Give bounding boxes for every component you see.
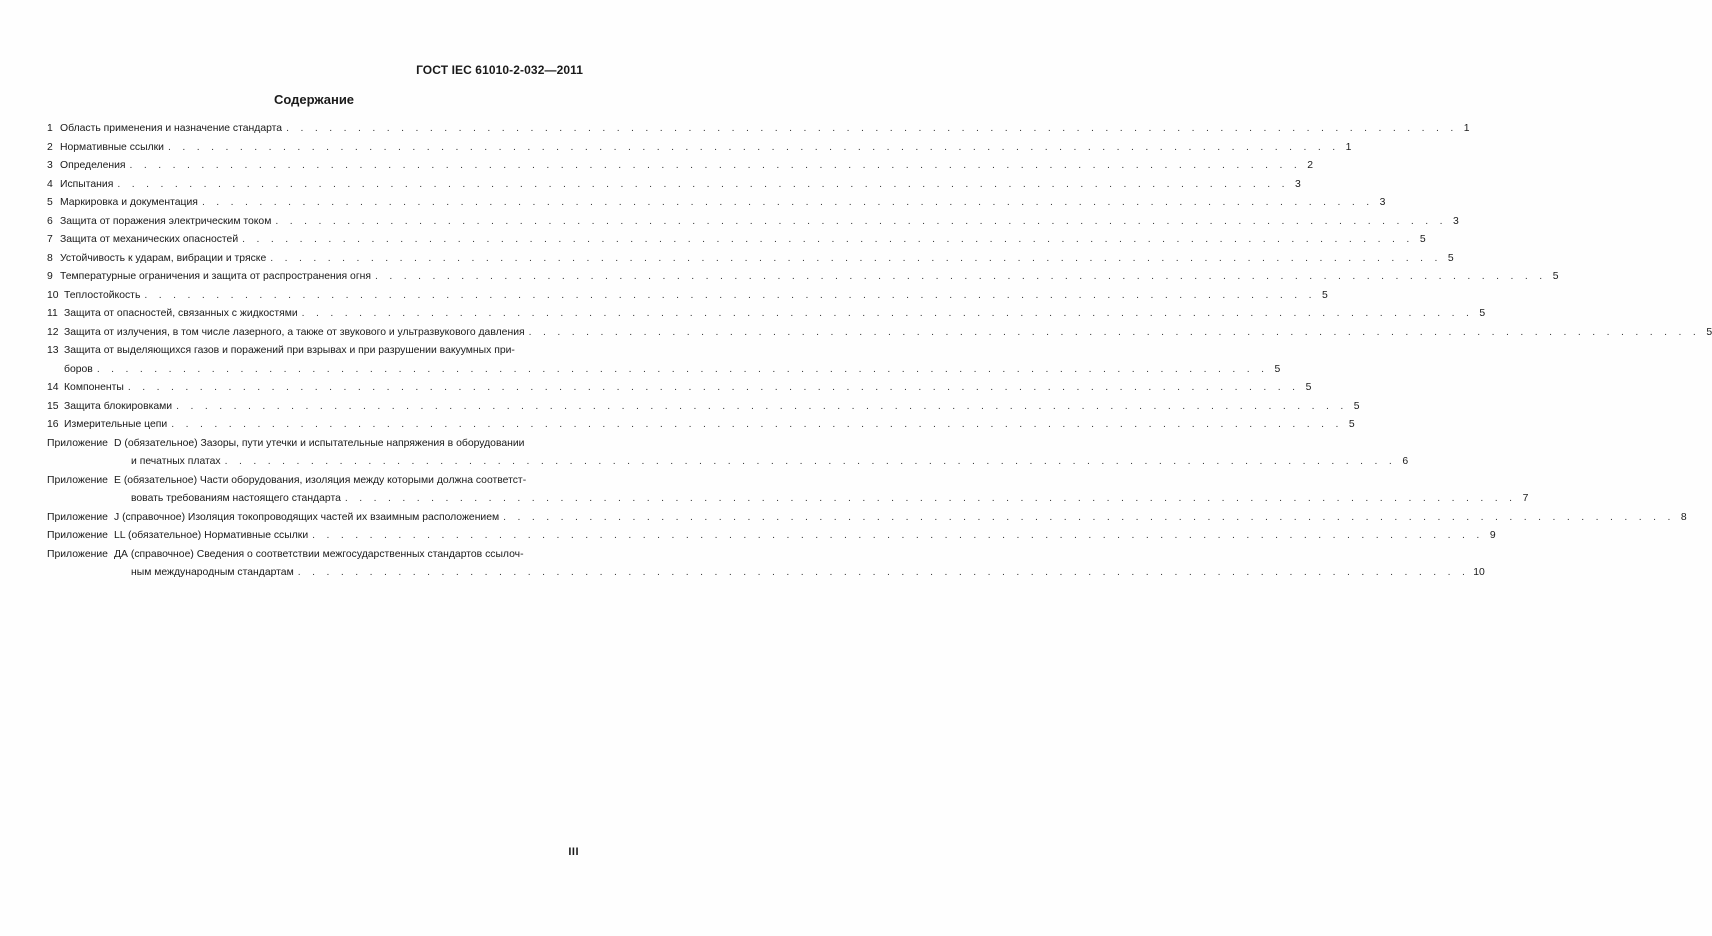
toc-appendix-entry[interactable]: [47, 546, 583, 565]
toc-entry-label: Устойчивость к ударам, вибрации и тряске: [60, 252, 267, 264]
toc-leader-dots: . . . . . . . . . . . . . . . . . . . . . . . . . . . . . . . . . . . . . . . . . . . . . . . . . . . . . . . . . . . . . . . . . . . . . . . . . . . . . . . . . .: [312, 530, 1484, 541]
toc-leader-dots: . . . . . . . . . . . . . . . . . . . . . . . . . . . . . . . . . . . . . . . . . . . . . . . . . . . . . . . . . . . . . . . . . . . . . . . . . . . . . . . . . .: [528, 326, 1701, 338]
appendix-title: ным международным стандартам: [131, 567, 294, 578]
toc-appendix-entry[interactable]: [47, 509, 1687, 528]
toc-entry[interactable]: [47, 139, 1352, 158]
toc-entry-page: 2: [1307, 160, 1314, 171]
toc-leader-dots: . . . . . . . . . . . . . . . . . . . . . . . . . . . . . . . . . . . . . . . . . . . . . . . . . . . . . . . . . . . . . . . . . . . . . . . . . . . . . . . . . .: [129, 160, 1302, 171]
appendix-prefix: Приложение: [47, 474, 108, 486]
toc-entry-number: 12: [47, 326, 59, 338]
toc-leader-dots: . . . . . . . . . . . . . . . . . . . . . . . . . . . . . . . . . . . . . . . . . . . . . . . . . . . . . . . . . . . . . . . . . . . . . . . . . . . . . . . . . .: [270, 252, 1442, 264]
toc-entry-number: 3: [47, 160, 53, 171]
toc-leader-dots: . . . . . . . . . . . . . . . . . . . . . . . . . . . . . . . . . . . . . . . . . . . . . . . . . . . . . . . . . . . . . . . . . . . . . . . . . . . . . . . . . .: [297, 567, 1470, 578]
toc-entry-page: 7: [1522, 493, 1529, 504]
toc-entry-number: 5: [47, 197, 53, 208]
toc-entry-label: Защита от излучения, в том числе лазерного, а также от звукового и ультразвукового давления: [64, 326, 525, 338]
toc-leader-dots: . . . . . . . . . . . . . . . . . . . . . . . . . . . . . . . . . . . . . . . . . . . . . . . . . . . . . . . . . . . . . . . . . . . . . . . . . . . . . . . . . .: [224, 456, 1397, 467]
toc-entry-page: 9: [1489, 530, 1496, 541]
toc-leader-dots: . . . . . . . . . . . . . . . . . . . . . . . . . . . . . . . . . . . . . . . . . . . . . . . . . . . . . . . . . . . . . . . . . . . . . . . . . . . . . . . . . .: [176, 400, 1348, 412]
toc-entry-page: 5: [1322, 289, 1328, 301]
appendix-title: D (обязательное) Зазоры, пути утечки и испытательные напряжения в оборудовании: [114, 437, 525, 449]
toc-leader-dots: . . . . . . . . . . . . . . . . . . . . . . . . . . . . . . . . . . . . . . . . . . . . . . . . . . . . . . . . . . . . . . . . . . . . . . . . . . . . . . . . . .: [127, 382, 1300, 393]
toc-entry-page: 5: [1706, 326, 1712, 338]
toc-entry-label: Нормативные ссылки: [60, 141, 164, 153]
appendix-title: LL (обязательное) Нормативные ссылки: [114, 530, 309, 541]
appendix-title: и печатных платах: [131, 456, 221, 467]
toc-entry-page: 5: [1305, 382, 1312, 393]
toc-entry[interactable]: [47, 379, 1312, 398]
appendix-prefix: Приложение: [47, 511, 108, 523]
toc-entry-label: Защита от опасностей, связанных с жидкостями: [64, 308, 298, 319]
toc-appendix-entry[interactable]: [47, 472, 583, 491]
toc-entry[interactable]: [47, 194, 1386, 213]
toc-leader-dots: . . . . . . . . . . . . . . . . . . . . . . . . . . . . . . . . . . . . . . . . . . . . . . . . . . . . . . . . . . . . . . . . . . . . . . . . . . . . . . . . . .: [275, 215, 1447, 227]
toc-entry-page: 1: [1345, 141, 1352, 153]
appendix-title: ДА (справочное) Сведения о соответствии межгосударственных стандартов ссылоч-: [114, 548, 524, 560]
toc-entry-number: 13: [47, 345, 59, 356]
document-code: ГОСТ IEC 61010-2-032—2011: [416, 63, 583, 77]
toc-entry-label: Область применения и назначение стандарта: [60, 123, 283, 134]
toc-leader-dots: . . . . . . . . . . . . . . . . . . . . . . . . . . . . . . . . . . . . . . . . . . . . . . . . . . . . . . . . . . . . . . . . . . . . . . . . . . . . . . . . . .: [301, 308, 1474, 319]
toc-entry[interactable]: [47, 268, 1559, 287]
toc-leader-dots: . . . . . . . . . . . . . . . . . . . . . . . . . . . . . . . . . . . . . . . . . . . . . . . . . . . . . . . . . . . . . . . . . . . . . . . . . . . . . . . . . .: [201, 197, 1374, 208]
toc-entry[interactable]: [47, 398, 1360, 417]
toc-entry-number: 10: [47, 289, 59, 301]
toc-entry-number: 8: [47, 252, 53, 264]
toc-appendix-continuation[interactable]: [47, 453, 1409, 472]
toc-entry-number: 16: [47, 419, 59, 430]
toc-entry-page: 5: [1419, 234, 1426, 245]
toc-entry[interactable]: [47, 416, 1355, 435]
toc-entry-label: Защита от поражения электрическим током: [60, 215, 272, 227]
toc-entry-number: 7: [47, 234, 53, 245]
page-folio: III: [568, 846, 579, 858]
toc-entry-label: Компоненты: [64, 382, 124, 393]
toc-entry-label: Защита от выделяющихся газов и поражений при взрывах и при разрушении вакуумных при-: [64, 345, 515, 356]
toc-leader-dots: . . . . . . . . . . . . . . . . . . . . . . . . . . . . . . . . . . . . . . . . . . . . . . . . . . . . . . . . . . . . . . . . . . . . . . . . . . . . . . . . . .: [144, 289, 1316, 301]
toc-entry[interactable]: [47, 120, 1470, 139]
toc-title: Содержание: [273, 92, 355, 107]
toc-entry-number: 14: [47, 382, 59, 393]
toc-leader-dots: . . . . . . . . . . . . . . . . . . . . . . . . . . . . . . . . . . . . . . . . . . . . . . . . . . . . . . . . . . . . . . . . . . . . . . . . . . . . . . . . . .: [375, 271, 1547, 282]
toc-entry-label: Измерительные цепи: [64, 419, 168, 430]
toc-entry-number: 1: [47, 123, 53, 134]
toc-entry[interactable]: [47, 213, 1459, 232]
toc-entry-label: Определения: [60, 160, 126, 171]
toc-entry-page: 5: [1552, 271, 1559, 282]
toc-entry[interactable]: [47, 157, 1314, 176]
appendix-title: E (обязательное) Части оборудования, изоляция между которыми должна соответст-: [114, 474, 527, 486]
toc-entry-page: 3: [1295, 178, 1301, 190]
toc-entry-label: Испытания: [60, 178, 114, 190]
toc-entry-page: 5: [1353, 400, 1360, 412]
toc-entry[interactable]: [47, 250, 1454, 269]
toc-entry[interactable]: [47, 305, 1486, 324]
toc-entry-continuation[interactable]: [47, 361, 1281, 380]
toc-entry-page: 8: [1680, 511, 1687, 523]
toc-entry-page: 5: [1447, 252, 1454, 264]
toc-entry-label: Защита от механических опасностей: [60, 234, 239, 245]
toc-appendix-continuation[interactable]: [47, 564, 1485, 583]
toc-entry-number: 2: [47, 141, 53, 153]
toc-entry-number: 6: [47, 215, 53, 227]
toc-entry-number: 15: [47, 400, 59, 412]
toc-entry-label: Маркировка и документация: [60, 197, 198, 208]
toc-entry[interactable]: [47, 176, 1301, 195]
toc-appendix-entry[interactable]: [47, 527, 1496, 546]
toc-leader-dots: . . . . . . . . . . . . . . . . . . . . . . . . . . . . . . . . . . . . . . . . . . . . . . . . . . . . . . . . . . . . . . . . . . . . . . . . . . . . . . . . . .: [503, 511, 1675, 523]
toc-leader-dots: . . . . . . . . . . . . . . . . . . . . . . . . . . . . . . . . . . . . . . . . . . . . . . . . . . . . . . . . . . . . . . . . . . . . . . . . . . . . . . . . . .: [171, 419, 1343, 430]
toc-leader-dots: . . . . . . . . . . . . . . . . . . . . . . . . . . . . . . . . . . . . . . . . . . . . . . . . . . . . . . . . . . . . . . . . . . . . . . . . . . . . . . . . . .: [286, 123, 1458, 134]
toc-leader-dots: . . . . . . . . . . . . . . . . . . . . . . . . . . . . . . . . . . . . . . . . . . . . . . . . . . . . . . . . . . . . . . . . . . . . . . . . . . . . . . . . . .: [167, 141, 1340, 153]
toc-entry-number: 11: [47, 308, 58, 319]
toc-entry[interactable]: [47, 231, 1426, 250]
toc-appendix-entry[interactable]: [47, 435, 583, 454]
toc-entry-label: Защита блокировками: [64, 400, 173, 412]
toc-entry-label: Теплостойкость: [64, 289, 141, 301]
appendix-prefix: Приложение: [47, 530, 108, 541]
toc-entry-page: 3: [1379, 197, 1386, 208]
toc-leader-dots: . . . . . . . . . . . . . . . . . . . . . . . . . . . . . . . . . . . . . . . . . . . . . . . . . . . . . . . . . . . . . . . . . . . . . . . . . . . . . . . . . .: [242, 234, 1414, 245]
toc-entry[interactable]: [47, 324, 1712, 343]
toc-entry-label: Температурные ограничения и защита от распространения огня: [60, 271, 371, 282]
toc-entry-page: 10: [1473, 567, 1485, 578]
toc-entry[interactable]: [47, 342, 583, 361]
appendix-prefix: Приложение: [47, 437, 108, 449]
toc-entry-page: 1: [1463, 123, 1470, 134]
toc-entry-page: 6: [1402, 456, 1409, 467]
toc-leader-dots: . . . . . . . . . . . . . . . . . . . . . . . . . . . . . . . . . . . . . . . . . . . . . . . . . . . . . . . . . . . . . . . . . . . . . . . . . . . . . . . . . .: [96, 363, 1269, 375]
toc-entry-page: 5: [1348, 419, 1355, 430]
toc-entry-page: 5: [1274, 363, 1281, 375]
toc-entry[interactable]: [47, 287, 1328, 306]
toc-entry-page: 3: [1453, 215, 1459, 227]
toc-entry-number: 4: [47, 178, 53, 190]
toc-entry-label: боров: [64, 363, 93, 375]
toc-appendix-continuation[interactable]: [47, 490, 1529, 509]
appendix-prefix: Приложение: [47, 548, 108, 560]
toc-leader-dots: . . . . . . . . . . . . . . . . . . . . . . . . . . . . . . . . . . . . . . . . . . . . . . . . . . . . . . . . . . . . . . . . . . . . . . . . . . . . . . . . . .: [117, 178, 1289, 190]
appendix-title: вовать требованиям настоящего стандарта: [131, 493, 341, 504]
toc-entry-number: 9: [47, 271, 53, 282]
appendix-title: J (справочное) Изоляция токопроводящих частей их взаимным расположением: [114, 511, 500, 523]
toc-entry-page: 5: [1479, 308, 1486, 319]
toc-leader-dots: . . . . . . . . . . . . . . . . . . . . . . . . . . . . . . . . . . . . . . . . . . . . . . . . . . . . . . . . . . . . . . . . . . . . . . . . . . . . . . . . . .: [344, 493, 1517, 504]
table-of-contents: [47, 120, 1712, 583]
